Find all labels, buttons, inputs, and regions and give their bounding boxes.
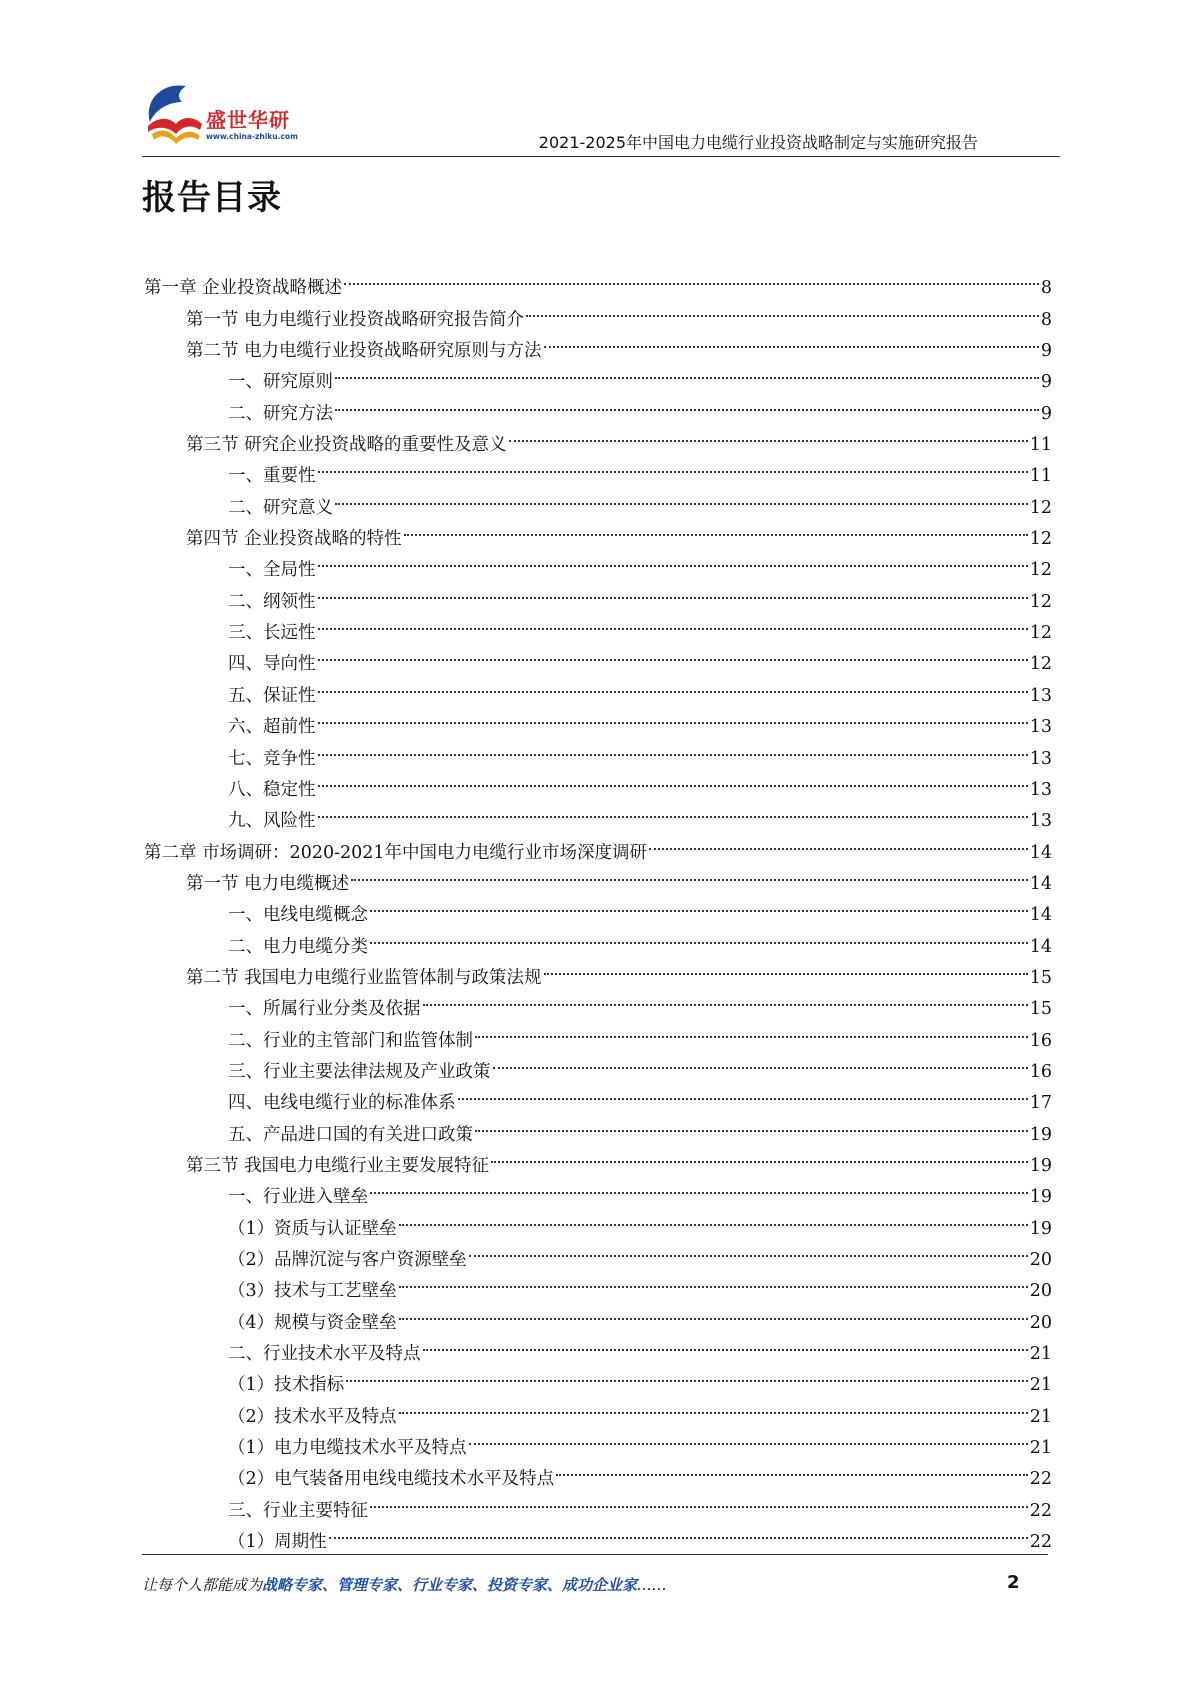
toc-dot-leader	[344, 262, 1039, 293]
toc-dot-leader	[370, 1171, 1028, 1202]
toc-entry-label: 第三节 我国电力电缆行业主要发展特征	[186, 1155, 490, 1176]
toc-entry-label: 第三节 研究企业投资战略的重要性及意义	[186, 435, 507, 456]
toc-entry-label: 第四节 企业投资战略的特性	[186, 529, 402, 550]
footer-slogan	[142, 1574, 667, 1595]
toc-entry-page: 12	[1029, 529, 1052, 550]
toc-dot-leader	[469, 1234, 1028, 1265]
logo-url: www.china-zhiku.com	[206, 132, 298, 141]
toc-entry-page: 22	[1029, 1469, 1052, 1490]
toc-dot-leader	[544, 325, 1039, 356]
toc-entry-label: （2）技术水平及特点	[228, 1406, 397, 1427]
toc-entry-page: 19	[1029, 1124, 1052, 1145]
toc-entry-page: 12	[1029, 654, 1052, 675]
footer-slogan-suffix: ……	[637, 1576, 668, 1594]
toc-entry-label: 第二节 电力电缆行业投资战略研究原则与方法	[186, 341, 542, 362]
toc-dot-leader	[544, 952, 1028, 983]
toc-entry-page: 19	[1029, 1187, 1052, 1208]
toc-entry-page: 14	[1029, 842, 1052, 863]
toc-entry-label: （1）电力电缆技术水平及特点	[228, 1438, 467, 1459]
header-divider	[142, 156, 1060, 157]
toc-entry-label: 三、行业主要法律法规及产业政策	[228, 1061, 491, 1082]
footer-divider	[142, 1554, 1048, 1555]
toc-entry-page: 12	[1029, 560, 1052, 581]
toc-dot-leader	[329, 1516, 1028, 1547]
toc-dot-leader	[475, 1108, 1028, 1139]
toc-dot-leader	[346, 1359, 1028, 1390]
toc-entry-label: 第二节 我国电力电缆行业监管体制与政策法规	[186, 967, 542, 988]
toc-dot-leader	[469, 1422, 1028, 1453]
toc-entry-page: 8	[1040, 309, 1052, 330]
toc-entry-label: （1）周期性	[228, 1532, 327, 1553]
toc-entry-page: 13	[1029, 779, 1052, 800]
toc-dot-leader	[318, 795, 1028, 826]
toc-entry-label: 第二章 市场调研：2020-2021年中国电力电缆行业市场深度调研	[144, 842, 648, 863]
toc-entry-label: 七、竞争性	[228, 748, 316, 769]
toc-entry-label: 八、稳定性	[228, 779, 316, 800]
toc-entry-page: 13	[1029, 685, 1052, 706]
toc-dot-leader	[423, 1328, 1028, 1359]
toc-dot-leader	[649, 826, 1028, 857]
toc-entry-page: 9	[1040, 403, 1052, 424]
toc-entry-label: 四、电线电缆行业的标准体系	[228, 1093, 456, 1114]
toc-entry-label: 二、研究方法	[228, 403, 333, 424]
toc-dot-leader	[318, 575, 1028, 606]
toc-entry-label: 一、重要性	[228, 466, 316, 487]
toc-entry-label: 四、导向性	[228, 654, 316, 675]
toc-entry-label: 五、保证性	[228, 685, 316, 706]
toc-dot-leader	[370, 920, 1028, 951]
toc-entry-label: 五、产品进口国的有关进口政策	[228, 1124, 473, 1145]
toc-entry-page: 15	[1029, 999, 1052, 1020]
toc-entry-label: （4）规模与资金壁垒	[228, 1312, 397, 1333]
logo-name: 盛世华研	[206, 108, 290, 132]
toc-entry-label: （2）品牌沉淀与客户资源壁垒	[228, 1250, 467, 1270]
toc-entry-page: 20	[1029, 1281, 1052, 1302]
toc-dot-leader	[318, 638, 1028, 669]
toc-dot-leader	[318, 701, 1028, 732]
toc-dot-leader	[318, 450, 1028, 481]
toc-entry-label: 第一章 企业投资战略概述	[144, 278, 343, 299]
toc-dot-leader	[556, 1453, 1028, 1484]
toc-entry-page: 8	[1040, 278, 1052, 299]
toc-entry-page: 17	[1029, 1093, 1052, 1114]
toc-entry-label: 二、行业的主管部门和监管体制	[228, 1030, 473, 1051]
toc-entry-page: 21	[1029, 1375, 1052, 1396]
toc-dot-leader	[318, 764, 1028, 795]
toc-entry-label: （1）资质与认证壁垒	[228, 1218, 397, 1239]
footer-slogan-prefix: 让每个人都能成为	[142, 1576, 263, 1594]
toc-dot-leader	[509, 419, 1028, 450]
toc-entry-page: 11	[1029, 466, 1052, 487]
toc-entry-page: 22	[1029, 1532, 1052, 1553]
toc-entry-label: 三、长远性	[228, 623, 316, 644]
company-logo	[142, 82, 322, 148]
toc-entry[interactable]	[144, 262, 1052, 299]
toc-dot-leader	[404, 513, 1028, 544]
toc-dot-leader	[318, 669, 1028, 700]
toc-dot-leader	[351, 858, 1028, 889]
toc-entry-label: 一、行业进入壁垒	[228, 1187, 368, 1208]
toc-entry-page: 16	[1029, 1061, 1052, 1082]
toc-dot-leader	[458, 1077, 1028, 1108]
toc-entry-label: 一、全局性	[228, 560, 316, 581]
toc-entry-label: 二、研究意义	[228, 497, 333, 518]
toc-entry-label: 第一节 电力电缆行业投资战略研究报告简介	[186, 309, 525, 330]
toc-entry-page: 14	[1029, 905, 1052, 926]
toc-entry-page: 12	[1029, 591, 1052, 612]
toc-dot-leader	[335, 481, 1028, 512]
toc-entry-label: 第一节 电力电缆概述	[186, 873, 350, 894]
toc-entry-page: 20	[1029, 1312, 1052, 1333]
toc-entry-page: 11	[1029, 435, 1052, 456]
toc-dot-leader	[318, 544, 1028, 575]
toc-entry-label: 一、电线电缆概念	[228, 905, 368, 926]
toc-dot-leader	[370, 889, 1028, 920]
toc-dot-leader	[335, 387, 1039, 418]
page-number: 2	[1007, 1572, 1020, 1593]
toc-entry-page: 14	[1029, 873, 1052, 894]
toc-entry-label: （1）技术指标	[228, 1375, 345, 1396]
toc-entry-label: （2）电气装备用电线电缆技术水平及特点	[228, 1469, 555, 1490]
toc-entry-page: 16	[1029, 1030, 1052, 1051]
toc-dot-leader	[318, 732, 1028, 763]
report-title: 2021-2025年中国电力电缆行业投资战略制定与实施研究报告	[538, 133, 978, 152]
footer-slogan-highlight: 战略专家、管理专家、行业专家、投资专家、成功企业家	[262, 1576, 638, 1594]
toc-dot-leader	[491, 1140, 1028, 1171]
toc-entry-page: 9	[1040, 341, 1052, 362]
toc-entry-label: 六、超前性	[228, 717, 316, 738]
toc-entry-page: 14	[1029, 936, 1052, 957]
toc-entry-page: 20	[1029, 1250, 1052, 1270]
toc-entry-page: 21	[1029, 1406, 1052, 1427]
toc-dot-leader	[335, 356, 1039, 387]
page-title: 报告目录	[142, 178, 282, 218]
toc-entry-page: 15	[1029, 967, 1052, 988]
toc-entry-page: 12	[1029, 497, 1052, 518]
toc-dot-leader	[370, 1484, 1028, 1515]
logo-emblem-icon	[142, 82, 206, 148]
toc-entry-label: （3）技术与工艺壁垒	[228, 1281, 397, 1302]
toc-entry-page: 21	[1029, 1344, 1052, 1365]
toc-dot-leader	[526, 293, 1039, 324]
toc-dot-leader	[399, 1202, 1028, 1233]
toc-entry-label: 九、风险性	[228, 811, 316, 832]
toc-entry-label: 二、纲领性	[228, 591, 316, 612]
table-of-contents	[144, 262, 1052, 1553]
toc-entry-label: 一、所属行业分类及依据	[228, 999, 421, 1020]
toc-entry-label: 三、行业主要特征	[228, 1500, 368, 1521]
toc-entry-page: 13	[1029, 717, 1052, 738]
toc-entry-page: 13	[1029, 748, 1052, 769]
toc-entry-page: 19	[1029, 1155, 1052, 1176]
toc-entry-page: 21	[1029, 1438, 1052, 1459]
toc-entry-label: 一、研究原则	[228, 372, 333, 393]
toc-entry-page: 13	[1029, 811, 1052, 832]
toc-dot-leader	[399, 1296, 1028, 1327]
toc-dot-leader	[475, 1014, 1028, 1045]
toc-dot-leader	[399, 1390, 1028, 1421]
toc-entry-page: 12	[1029, 623, 1052, 644]
toc-dot-leader	[318, 607, 1028, 638]
toc-entry-label: 二、行业技术水平及特点	[228, 1344, 421, 1365]
page-header	[142, 82, 1058, 158]
toc-entry-page: 19	[1029, 1218, 1052, 1239]
toc-dot-leader	[493, 1046, 1028, 1077]
toc-dot-leader	[399, 1265, 1028, 1296]
toc-dot-leader	[423, 983, 1028, 1014]
toc-entry-label: 二、电力电缆分类	[228, 936, 368, 957]
toc-entry-page: 22	[1029, 1500, 1052, 1521]
toc-entry-page: 9	[1040, 372, 1052, 393]
